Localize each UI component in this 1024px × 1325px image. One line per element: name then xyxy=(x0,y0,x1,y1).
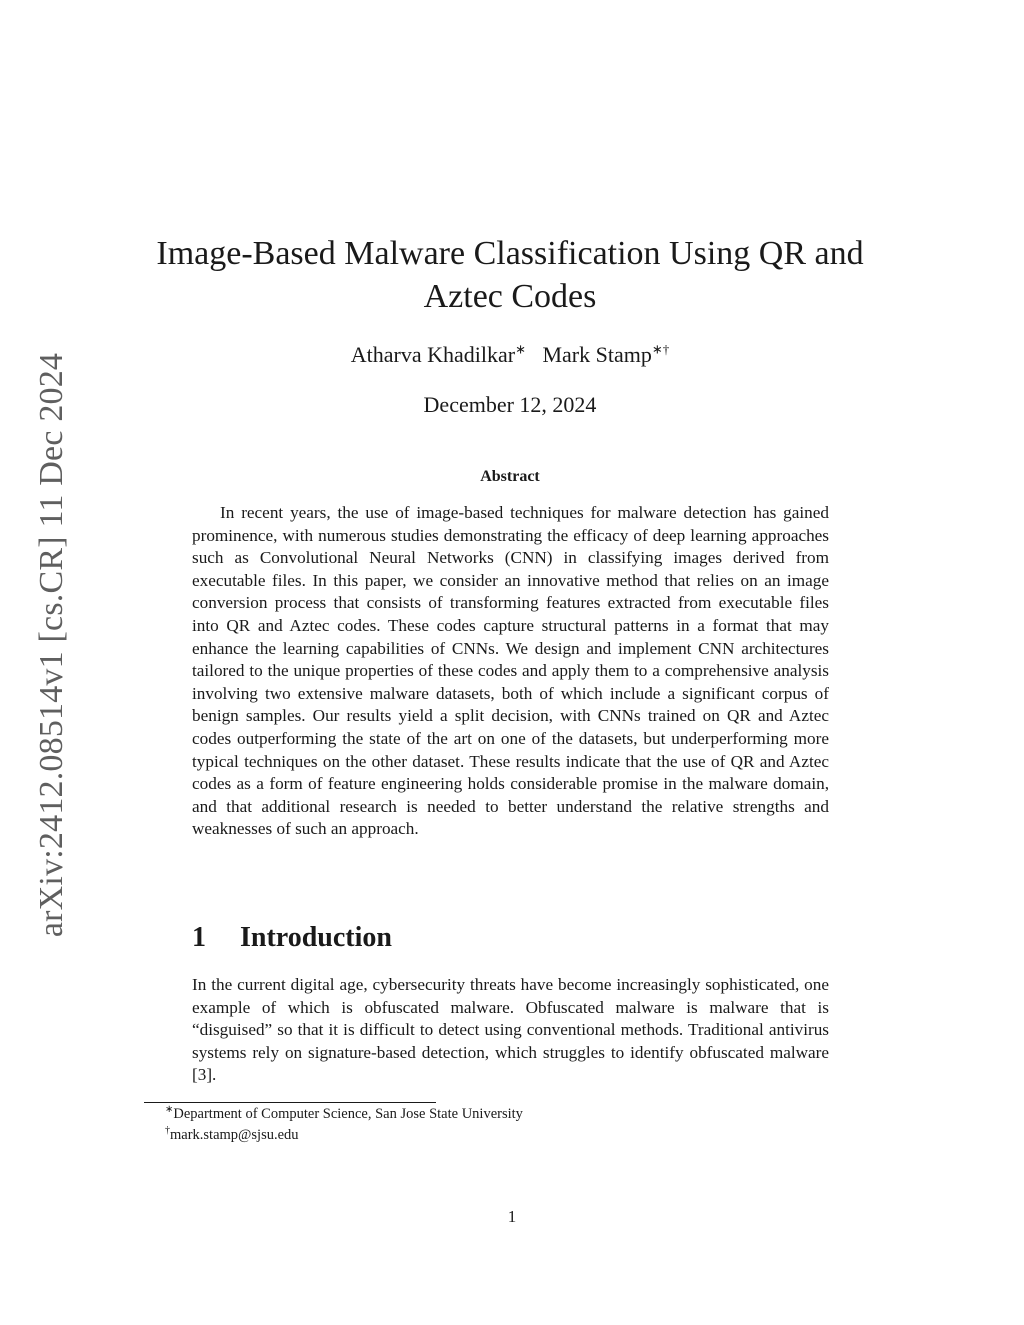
footnote-email xyxy=(165,1127,299,1144)
footnote-text: Department of Computer Science, San Jose State University xyxy=(173,1106,523,1122)
section-title: Introduction xyxy=(240,922,392,953)
author-name: Mark Stamp xyxy=(542,342,652,367)
abstract-text: In recent years, the use of image-based techniques for malware detection has gained prominence, with numerous studies demonstrating the efficacy of deep learning approaches such as Convolutional Neural Networks (CNN) in classifying images derived from executable files. In this paper, we consider an innovative method that relies on an image conversion process that consists of transforming features extracted from executable files into QR and Aztec codes. These codes capture structural patterns in a format that may enhance the learning capabilities of CNNs. We design and implement CNN architectures tailored to the unique properties of these codes and apply them to a comprehensive analysis involving two extensive malware datasets, both of which include a significant corpus of benign samples. Our results yield a split decision, with CNNs trained on QR and Aztec codes outperforming the state of the art on one of the datasets, but underperforming more typical techniques on the other dataset. These results indicate that the use of QR and Aztec codes as a form of feature engineering holds considerable promise in the malware domain, and that additional research is needed to better understand the relative strengths and weaknesses of such an approach. xyxy=(192,503,829,839)
section-number: 1 xyxy=(192,922,206,953)
footnote-affiliation xyxy=(165,1106,523,1123)
footnote-divider xyxy=(144,1102,436,1103)
author-name: Atharva Khadilkar xyxy=(350,342,516,367)
footnote-text: mark.stamp@sjsu.edu xyxy=(170,1127,299,1143)
paper-date: December 12, 2024 xyxy=(423,392,597,417)
section-heading xyxy=(192,922,392,954)
abstract-heading: Abstract xyxy=(480,468,540,485)
introduction-paragraph: In the current digital age, cybersecurity threats have become increasingly sophisticated, one example of which is obfuscated malware. Obfuscated malware is malware that is “disguised” so that it is difficult to detect using conventional methods. Traditional antivirus systems rely on signature-based detection, which struggles to identify obfuscated malware [3]. xyxy=(192,975,829,1085)
paper-title: Image-Based Malware Classification Using QR and Aztec Codes xyxy=(156,235,864,315)
arxiv-identifier-stamp: arXiv:2412.08514v1 [cs.CR] 11 Dec 2024 xyxy=(33,352,70,938)
author-list xyxy=(140,342,880,368)
author-affiliation-mark: ∗ xyxy=(515,341,526,357)
footnote-mark: ∗ xyxy=(165,1104,174,1116)
footnote-mark: † xyxy=(165,1125,170,1137)
author-affiliation-mark: ∗† xyxy=(651,341,670,357)
page-number: 1 xyxy=(507,1207,517,1226)
